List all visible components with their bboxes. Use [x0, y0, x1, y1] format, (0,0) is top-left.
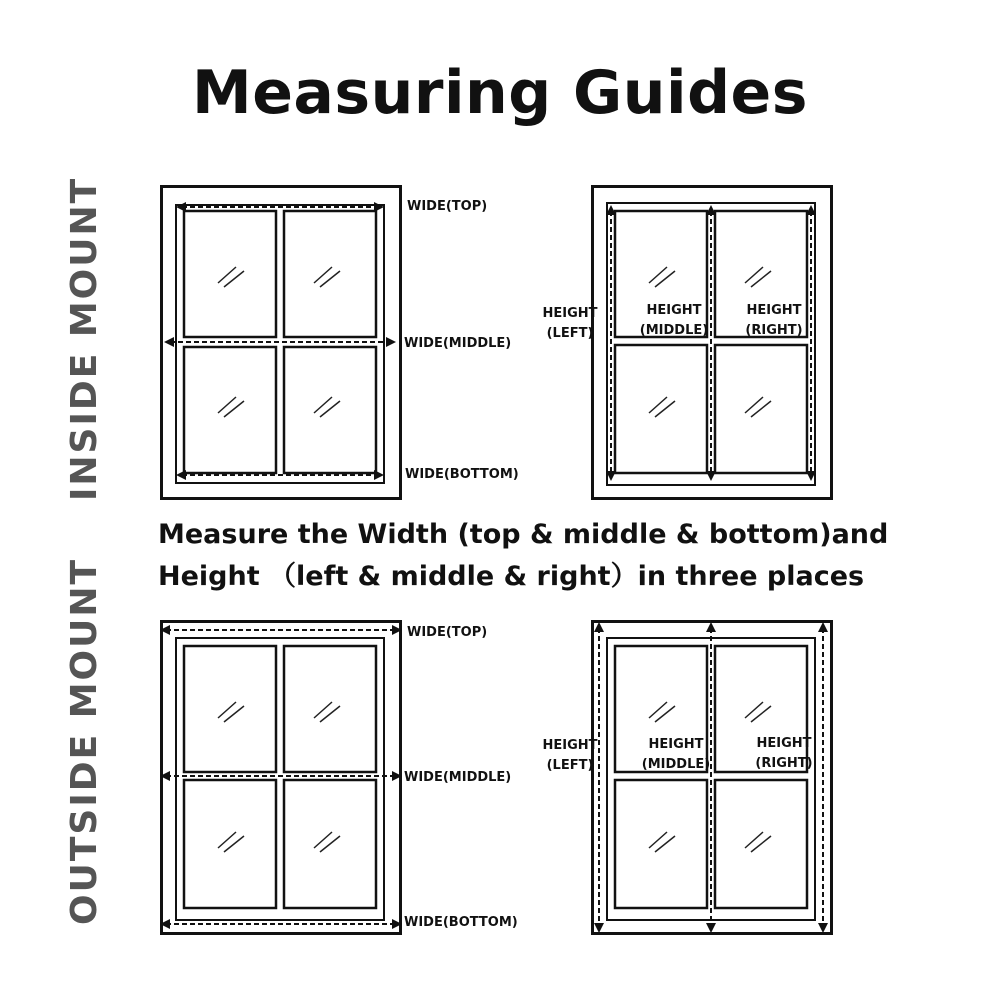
inside-height-left-label: HEIGHT (LEFT)	[542, 306, 598, 341]
width-measure-lines	[160, 625, 402, 929]
inside-wide-bottom-label: WIDE(BOTTOM)	[405, 467, 519, 482]
inside-mount-label: INSIDE MOUNT	[64, 176, 105, 501]
instruction-line-1: Measure the Width (top & middle & bottom)and	[158, 519, 889, 550]
height-measure-lines	[594, 622, 828, 933]
page-title: Measuring Guides	[192, 58, 808, 128]
measuring-instructions	[158, 514, 918, 598]
outside-height-middle-label: HEIGHT (MIDDLE)	[641, 737, 711, 772]
outside-mount-label: OUTSIDE MOUNT	[64, 557, 105, 925]
inside-height-diagram	[591, 185, 833, 500]
inside-height-right-label: HEIGHT (RIGHT)	[745, 303, 803, 338]
instruction-line-2: Height （left & middle & right）in three places	[158, 561, 865, 592]
outside-width-diagram	[160, 620, 402, 935]
inside-wide-top-label: WIDE(TOP)	[407, 199, 488, 214]
outside-wide-top-label: WIDE(TOP)	[407, 625, 488, 640]
outside-wide-bottom-label: WIDE(BOTTOM)	[404, 915, 518, 930]
inside-width-diagram	[160, 185, 402, 500]
outside-height-left-label: HEIGHT (LEFT)	[542, 738, 598, 773]
inside-height-middle-label: HEIGHT (MIDDLE)	[639, 303, 709, 338]
width-measure-lines	[164, 202, 396, 480]
inside-wide-middle-label: WIDE(MIDDLE)	[404, 336, 512, 351]
height-measure-lines	[606, 205, 816, 481]
outside-height-diagram	[591, 620, 833, 935]
outside-height-right-label: HEIGHT (RIGHT)	[755, 736, 813, 771]
outside-wide-middle-label: WIDE(MIDDLE)	[404, 770, 512, 785]
